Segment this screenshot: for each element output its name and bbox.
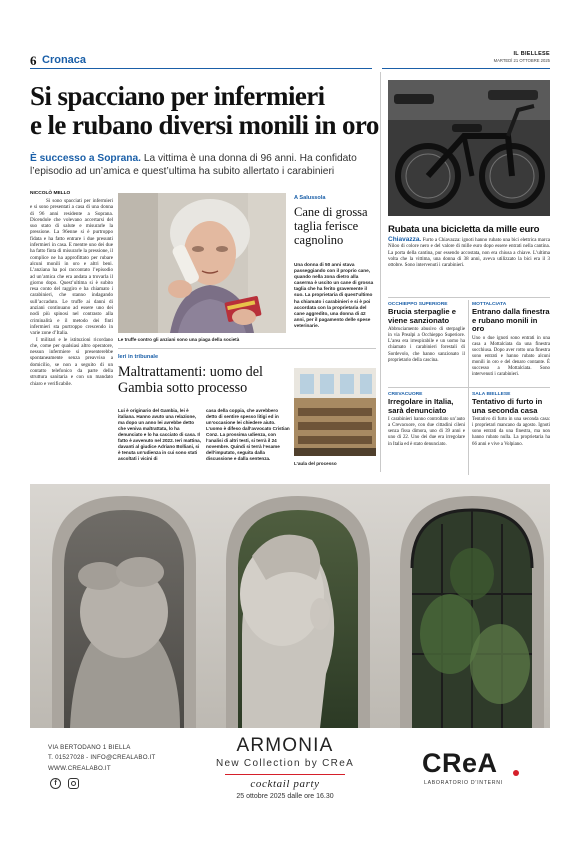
main-article-paragraph-2: I militari e le istituzioni ricordano che, come per qualsiasi altro operatore, nessun infermiere si presenterebbe spontaneamente senza preavviso a domicilio, se non a seguito di un contatto telefonico da parte della struttura sanitaria e con un mandato chiaro e verificabile. (30, 336, 113, 387)
header-rule-left (30, 68, 372, 69)
briefs-divider-middle (388, 387, 550, 388)
ad-arches-image (30, 484, 550, 728)
court-photo-caption: L’aula del processo (294, 461, 337, 466)
bike-article-body (388, 237, 550, 269)
dog-article-body: Una donna di 50 anni stava passeggiando con il proprio cane, quando nella zona dietro alla caserma è uscito un cane di grossa taglia che ha ferito gravemente il suo. La proprietaria di quest’ultimo ha chiamato i carabinieri e si è poi accordata con la proprietaria del cane aggredito, una donna di 42 anni, per il pagamento delle spese veterinarie. (294, 262, 374, 328)
ad-address-line1: VIA BERTODANO 1 BIELLA (48, 744, 131, 751)
ebike-illustration (388, 80, 550, 216)
briefs-divider-top (388, 297, 550, 298)
main-article-paragraph-1: Si sono spacciati per infermieri e si sono presentati a casa di una donna di 96 anni residente a Soprana. Dicendole che volevano accertarsi del suo stato di salute e misurarle la pressione. La 96enne si è purtroppo fidata e ha fatto entrare i due presunti infermieri in casa. E mentre uno dei due ha fatto finta di misurarle la pressione, il complice ne ha approfittato per rubare alcuni monili in oro e altri beni. L’anziana ha poi raccontato l’episodio ad un’amica che era andata a trovarla il giorno dopo. Quest’ultima si è subito resa conto del raggiro e ha chiamato i carabinieri, che stanno indagando sull’accaduto. Le truffe ai danni di anziani continuano ad essere uno dei nodi più spinosi nel contrasto alla criminalità e il metodo dei finti infermieri sta purtroppo crescendo in varie zone d’Italia. (30, 198, 113, 337)
court-article-col1: Lui è originario del Gambia, lei è italiana. Hanno avuto una relazione, ma dopo un anno lei avrebbe detto che veniva maltrattata, lo ha denunciato e lo ha cacciato di casa. Il fatto è avvenuto nel 2022. Ieri mattina, davanti al giudice Adriano Bolliani, si è tenuta un’udienza in cui sono stati ascoltati i vicini di (118, 408, 201, 461)
briefs-divider-vertical (468, 300, 469, 475)
advertisement (30, 484, 550, 814)
main-headline (30, 82, 380, 140)
brief-occhieppo (388, 302, 465, 364)
header-rule-right (382, 68, 550, 69)
dog-article-title: Cane di grossa taglia ferisce cagnolino (294, 205, 368, 247)
masthead: IL BIELLESE (513, 51, 550, 57)
elderly-woman-photo (118, 193, 286, 333)
brief-sala-biellese (472, 392, 550, 448)
dog-article-kicker: A Salussola (294, 195, 326, 201)
facebook-icon[interactable]: f (50, 778, 61, 789)
bike-article-title: Rubata una bicicletta da mille euro (388, 224, 540, 235)
main-headline-line2: e le rubano diversi monili in oro (30, 110, 379, 140)
courtroom-photo (294, 368, 376, 456)
bike-article-text: Furto a Chiavazza: ignoti hanno rubato una bici elettrica marca Niloo di colore nero e del valore di mille euro dopo essere entrati nella cantina. La porta della cantina, pur essendo accostata, non era chiusa a chiave. L’ultima volta che la vittima, una donna di 38 anni, aveva utilizzato la bici era il 3 ottobre. Sono intervenuti i carabinieri. (388, 238, 551, 269)
ad-subline: New Collection by CReA (215, 758, 355, 769)
brief-sala-biellese-kicker: SALA BIELLESE (472, 392, 511, 397)
ad-headline: ARMONIA (236, 735, 334, 756)
ad-logo: CReA (422, 748, 498, 778)
ad-logo-dot (513, 770, 519, 776)
main-subtitle (30, 152, 376, 178)
brief-mottalciata-kicker: MOTTALCIATA (472, 302, 507, 307)
court-divider (118, 348, 376, 349)
brief-sala-biellese-title: Tentativo di furto in una seconda casa (472, 397, 543, 415)
ad-event-date: 25 ottobre 2025 dalle ore 16.30 (236, 793, 334, 800)
ad-divider (225, 774, 345, 775)
brief-occhieppo-title: Brucia sterpaglie e viene sanzionato (388, 307, 456, 325)
main-photo-caption: Le truffe contro gli anziani sono una piaga della società (118, 337, 240, 342)
bike-article-lead: Chiavazza. (388, 236, 422, 243)
court-article-col2: casa della coppia, che avrebbero detto di sentire spesso litigi ed in un’occasione lei chiedere aiuto. L’uomo è difeso dall’avvocato Cristian Conz. La prossima udienza, con l’analisi di altri testi, si terrà il 24 novembre. Quindi si terrà l’esame dell’imputato, seguita dalla discussione e dalla sentenza. (206, 408, 290, 461)
elderly-woman-illustration (118, 193, 286, 333)
brief-sala-biellese-body: Tentativo di furto in una seconda casa: i proprietari mancano da agosto. Ignoti sono entrati da una finestra, ma non hanno rubato nulla. La proprietaria ha 66 anni e vive a Volpiano. (472, 417, 550, 447)
court-article-title: Maltrattamenti: uomo del Gambia sotto processo (118, 364, 263, 396)
brief-crevacuore-body: I carabinieri hanno controllato un’auto a Crevacuore, con due cittadini cileni senza fissa dimora, uno di 39 anni e uno di 22. Uno dei due era irregolare in Italia ed è stato denunciato. (388, 417, 465, 447)
brief-crevacuore-kicker: CREVACUORE (388, 392, 423, 397)
issue-date: MARTEDÌ 21 OTTOBRE 2025 (493, 58, 550, 63)
main-subtitle-lead: È successo a Soprana. (30, 153, 141, 164)
brief-occhieppo-kicker: OCCHIEPPO SUPERIORE (388, 302, 448, 307)
main-subtitle-rest: La vittima è una donna di 96 anni. Ha confidato l’episodio ad un’amica e quest’ultima ha subito allertato i carabinieri (30, 153, 357, 177)
page-number: 6 (30, 53, 37, 68)
main-article-body (30, 198, 113, 498)
courtroom-illustration (294, 368, 376, 456)
main-headline-line1: Si spacciano per infermieri (30, 81, 325, 111)
brief-occhieppo-body: Abbruciamento abusivo di sterpaglie in via Prealpi a Occhieppo Superiore. L’area era irrespirabile e un uomo ha chiamato i carabinieri forestali di Sordevolo, che hanno sanzionato il proprietario della cascina. (388, 327, 465, 363)
ebike-photo (388, 80, 550, 216)
brief-crevacuore (388, 392, 465, 448)
ad-address-line2: T. 01527028 - INFO@CREALABO.IT (48, 754, 156, 761)
section-label: Cronaca (42, 54, 87, 66)
ad-arches-illustration (30, 484, 550, 728)
author-name: NICCOLÒ MELLO (30, 191, 71, 196)
brief-mottalciata (472, 302, 550, 378)
brief-mottalciata-body: Uno o due ignoti sono entrati in una casa a Mottalciata da una finestra socchiusa. Dopo aver rotto una finestra sono entrati e hanno rubato alcuni monili in oro e del denaro contante. È successo a Mottalciata. Sono intervenuti i carabinieri. (472, 335, 550, 378)
court-article-kicker: Ieri in tribunale (118, 354, 159, 360)
ad-website[interactable]: WWW.CREALABO.IT (48, 765, 111, 772)
brief-mottalciata-title: Entrano dalla finestra e rubano monili in oro (472, 307, 550, 334)
brief-crevacuore-title: Irregolare in Italia, sarà denunciato (388, 397, 454, 415)
column-separator (380, 72, 381, 472)
ad-event: cocktail party (250, 778, 320, 790)
instagram-icon[interactable] (68, 778, 79, 789)
ad-logo-sub: LABORATORIO D’INTERNI (424, 780, 503, 786)
